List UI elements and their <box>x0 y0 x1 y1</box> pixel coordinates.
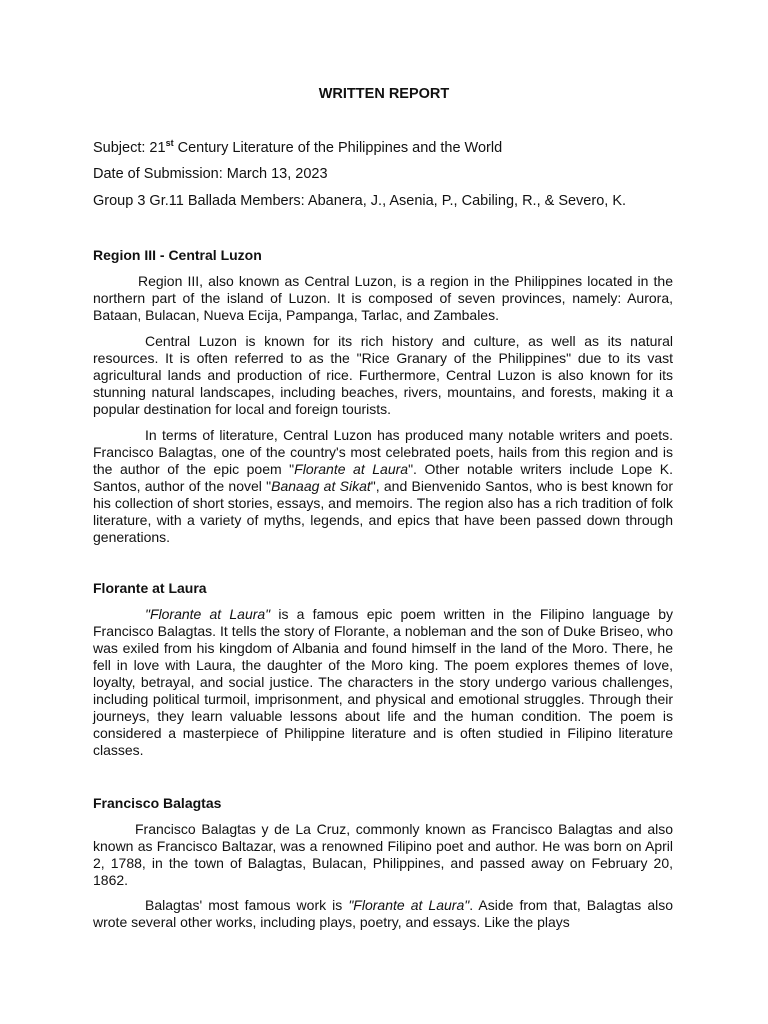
florante-title-italic: Florante at Laura <box>294 461 409 477</box>
report-title: WRITTEN REPORT <box>318 86 450 102</box>
region-p3-part-c: ". Other notable writers include Lope K. Santos, author of the novel " <box>93 461 673 494</box>
florante-quote-italic: "Florante at Laura" <box>145 606 271 622</box>
subject-suffix: Century Literature of the Philippines and the World <box>173 140 503 156</box>
balagtas-p2-part-a: Balagtas' most famous work is <box>145 897 349 913</box>
florante-paragraph-1 <box>93 606 673 759</box>
subject-superscript: st <box>165 138 174 149</box>
balagtas-p2-part-c: . Aside from that, Balagtas also wrote several other works, including plays, poetry, and essays. Like the plays <box>93 897 674 930</box>
balagtas-florante-italic: "Florante at Laura" <box>348 897 470 913</box>
region-paragraph-1: Region III, also known as Central Luzon, is a region in the Philippines located in the northern part of the island of Luzon. It is composed of seven provinces, namely: Aurora, Bataan, Bulacan, Nueva Ecija, Pampanga, Tarlac, and Zambales. <box>93 273 673 323</box>
region-p3-part-a: In terms of literature, Central Luzon has produced many notable writers and poets. Francisco Balagtas, one of the country's most celebrated poets, hails from this region and is the author of the epic poem " <box>93 427 673 477</box>
section-heading-florante: Florante at Laura <box>93 580 207 596</box>
banaag-title-italic: Banaag at Sikat <box>271 478 371 494</box>
subject-line <box>93 140 693 156</box>
region-p3-part-e: ", and Bienvenido Santos, who is best known for his collection of short stories, essays, and memoirs. The region also has a rich tradition of folk literature, with a variety of myths, legends, and epics that have been passed down through generations. <box>93 478 673 545</box>
balagtas-paragraph-2 <box>93 897 673 931</box>
florante-p1-body: is a famous epic poem written in the Filipino language by Francisco Balagtas. It tells the story of Florante, a nobleman and the son of Duke Briseo, who was exiled from his kingdom of Albania and found himself in the land of the Moro. There, he fell in love with Laura, the daughter of the Moro king. The poem explores themes of love, loyalty, betrayal, and social justice. The characters in the story undergo various challenges, including political turmoil, imprisonment, and physical and emotional struggles. Through their journeys, they learn valuable lessons about life and the human condition. The poem is considered a masterpiece of Philippine literature and is often studied in Filipino literature classes. <box>93 606 674 758</box>
subject-prefix: Subject: 21 <box>93 140 166 156</box>
group-members: Group 3 Gr.11 Ballada Members: Abanera, J., Asenia, P., Cabiling, R., & Severo, K. <box>93 193 627 209</box>
section-heading-region: Region III - Central Luzon <box>93 247 262 263</box>
region-paragraph-3 <box>93 427 673 546</box>
section-heading-balagtas: Francisco Balagtas <box>93 795 222 811</box>
region-paragraph-2: Central Luzon is known for its rich history and culture, as well as its natural resources. It is often referred to as the "Rice Granary of the Philippines" due to its vast agricultural lands and production of rice. Furthermore, Central Luzon is also known for its stunning natural landscapes, including beaches, rivers, mountains, and forests, making it a popular destination for local and foreign tourists. <box>93 333 673 417</box>
balagtas-paragraph-1: Francisco Balagtas y de La Cruz, commonly known as Francisco Balagtas and also known as Francisco Baltazar, was a renowned Filipino poet and author. He was born on April 2, 1788, in the town of Balagtas, Bulacan, Philippines, and passed away on February 20, 1862. <box>93 821 673 888</box>
submission-date: Date of Submission: March 13, 2023 <box>93 166 328 182</box>
